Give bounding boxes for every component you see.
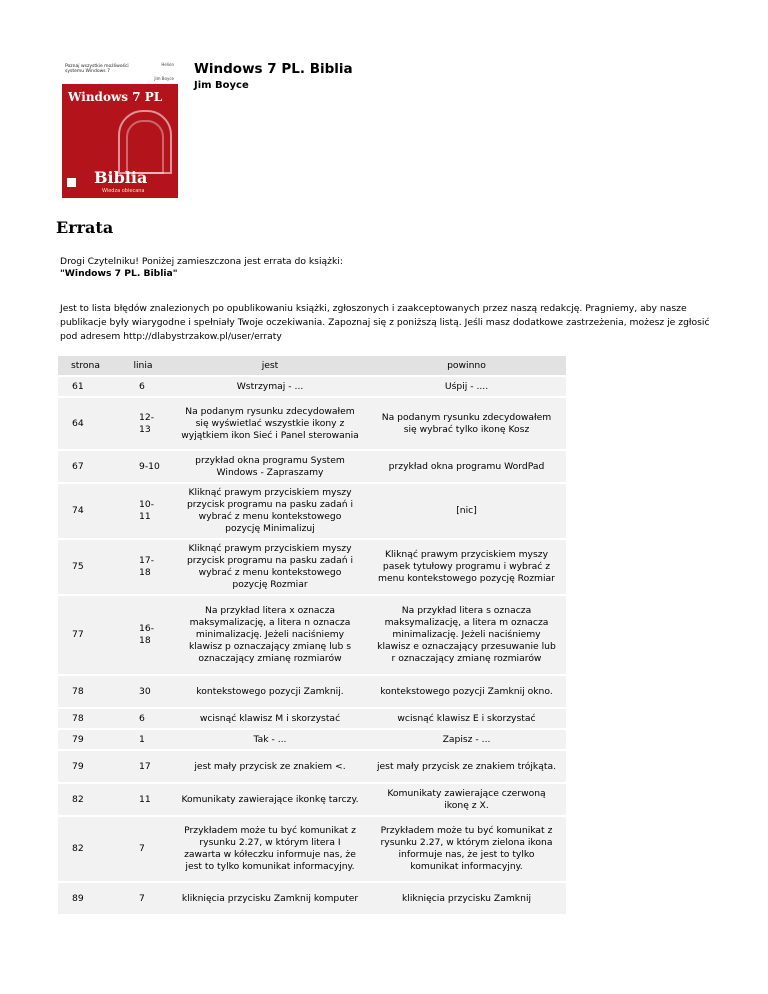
table-row	[58, 751, 566, 782]
table-row	[58, 540, 566, 594]
cell-linia: 7	[113, 883, 173, 914]
cell-powinno: przykład okna programu WordPad	[367, 451, 566, 482]
cell-jest: Komunikaty zawierające ikonkę tarczy.	[173, 784, 367, 815]
book-author: Jim Boyce	[194, 80, 249, 91]
cell-strona: 78	[58, 709, 113, 728]
book-cover-image	[62, 60, 178, 198]
cell-linia: 6	[113, 709, 173, 728]
cover-series: Biblia	[94, 168, 148, 187]
cell-powinno: [nic]	[367, 484, 566, 538]
cover-header-strip	[62, 60, 178, 84]
table-row	[58, 398, 566, 449]
book-title: Windows 7 PL. Biblia	[194, 61, 353, 77]
cell-linia: 9-10	[113, 451, 173, 482]
cell-jest: Na przykład litera x oznacza maksymalizację, a litera n oznacza minimalizację. Jeżeli naciśniemy klawisz p oznaczający zmianę lub s oznaczający zmianę rozmiarów	[173, 596, 367, 674]
cell-powinno: Komunikaty zawierające czerwoną ikonę z X.	[367, 784, 566, 815]
cover-subtitle: Wiedza obiecana	[102, 188, 145, 194]
cell-linia: 6	[113, 377, 173, 396]
cell-jest: Kliknąć prawym przyciskiem myszy przycisk programu na pasku zadań i wybrać z menu kontekstowego pozycję Rozmiar	[173, 540, 367, 594]
cover-author: Jim Boyce	[154, 76, 174, 81]
header-strona: strona	[58, 356, 113, 375]
cell-linia: 17	[113, 751, 173, 782]
cell-jest: jest mały przycisk ze znakiem <.	[173, 751, 367, 782]
cell-linia: 11	[113, 784, 173, 815]
table-row	[58, 596, 566, 674]
cell-jest: kontekstowego pozycji Zamknij.	[173, 676, 367, 707]
intro-book-title-strong: "Windows 7 PL. Biblia"	[60, 268, 178, 279]
cell-powinno: Przykładem może tu być komunikat z rysunku 2.27, w którym zielona ikona informuje nas, że jest to tylko komunikat informacyjny.	[367, 817, 566, 881]
cell-linia: 1	[113, 730, 173, 749]
intro-text	[60, 256, 343, 280]
cover-publisher: Helion	[161, 62, 174, 67]
cell-jest: Kliknąć prawym przyciskiem myszy przycisk programu na pasku zadań i wybrać z menu kontekstowego pozycję Minimalizuj	[173, 484, 367, 538]
cell-jest: Na podanym rysunku zdecydowałem się wyświetlać wszystkie ikony z wyjątkiem ikon Sieć i Panel sterowania	[173, 398, 367, 449]
cell-linia: 17-18	[113, 540, 173, 594]
cell-linia: 30	[113, 676, 173, 707]
cover-window-illustration-inner	[126, 120, 164, 174]
errata-table-body	[58, 377, 566, 914]
cell-strona: 74	[58, 484, 113, 538]
table-row	[58, 883, 566, 914]
cell-jest: kliknięcia przycisku Zamknij komputer	[173, 883, 367, 914]
cell-linia: 12-13	[113, 398, 173, 449]
cell-strona: 75	[58, 540, 113, 594]
header-linia: linia	[113, 356, 173, 375]
table-header-row	[58, 356, 566, 375]
cover-tagline: Poznaj wszystkie możliwości systemu Windows 7	[65, 64, 129, 74]
cell-strona: 77	[58, 596, 113, 674]
cell-powinno: wcisnąć klawisz E i skorzystać	[367, 709, 566, 728]
cell-strona: 67	[58, 451, 113, 482]
cell-linia: 7	[113, 817, 173, 881]
cell-strona: 79	[58, 751, 113, 782]
cell-strona: 82	[58, 817, 113, 881]
table-row	[58, 676, 566, 707]
header-powinno: powinno	[367, 356, 566, 375]
intro-greeting: Drogi Czytelniku! Poniżej zamieszczona jest errata do książki:	[60, 256, 343, 267]
table-row	[58, 377, 566, 396]
cell-strona: 82	[58, 784, 113, 815]
cell-powinno: jest mały przycisk ze znakiem trójkąta.	[367, 751, 566, 782]
cover-title: Windows 7 PL	[68, 90, 163, 104]
errata-description: Jest to lista błędów znalezionych po opublikowaniu książki, zgłoszonych i zaakceptowanych przez naszą redakcję. Pragniemy, aby nasze publikacje były wiarygodne i spełniały Twoje oczekiwania. Zapoznaj się z poniższą listą. Jeśli masz dodatkowe zastrzeżenia, możesz je zgłosić pod adresem http://dlabystrzakow.pl/user/erraty	[60, 303, 710, 342]
cell-powinno: Zapisz - ...	[367, 730, 566, 749]
cell-powinno: Kliknąć prawym przyciskiem myszy pasek tytułowy programu i wybrać z menu kontekstowego pozycję Rozmiar	[367, 540, 566, 594]
cell-powinno: Na przykład litera s oznacza maksymalizację, a litera m oznacza minimalizację. Jeżeli naciśniemy klawisz e oznaczający przesuwanie lub r oznaczający zmianę rozmiarów	[367, 596, 566, 674]
cell-strona: 61	[58, 377, 113, 396]
header-jest: jest	[173, 356, 367, 375]
cell-jest: przykład okna programu System Windows - Zapraszamy	[173, 451, 367, 482]
cell-jest: Przykładem może tu być komunikat z rysunku 2.27, w którym litera I zawarta w kółeczku informuje nas, że jest to tylko komunikat informacyjny.	[173, 817, 367, 881]
errata-table	[58, 354, 566, 916]
table-row	[58, 730, 566, 749]
table-row	[58, 709, 566, 728]
publisher-logo-icon	[67, 178, 76, 187]
cell-powinno: Uśpij - ....	[367, 377, 566, 396]
cell-jest: Wstrzymaj - ...	[173, 377, 367, 396]
table-row	[58, 451, 566, 482]
cell-jest: Tak - ...	[173, 730, 367, 749]
cell-strona: 89	[58, 883, 113, 914]
cell-jest: wcisnąć klawisz M i skorzystać	[173, 709, 367, 728]
cell-powinno: Na podanym rysunku zdecydowałem się wybrać tylko ikonę Kosz	[367, 398, 566, 449]
cell-strona: 64	[58, 398, 113, 449]
cell-strona: 78	[58, 676, 113, 707]
errata-heading: Errata	[56, 218, 114, 237]
table-row	[58, 484, 566, 538]
cell-powinno: kliknięcia przycisku Zamknij	[367, 883, 566, 914]
table-row	[58, 784, 566, 815]
intro-book-title	[60, 268, 343, 280]
cell-strona: 79	[58, 730, 113, 749]
cell-linia: 16-18	[113, 596, 173, 674]
cell-powinno: kontekstowego pozycji Zamknij okno.	[367, 676, 566, 707]
cell-linia: 10-11	[113, 484, 173, 538]
table-row	[58, 817, 566, 881]
